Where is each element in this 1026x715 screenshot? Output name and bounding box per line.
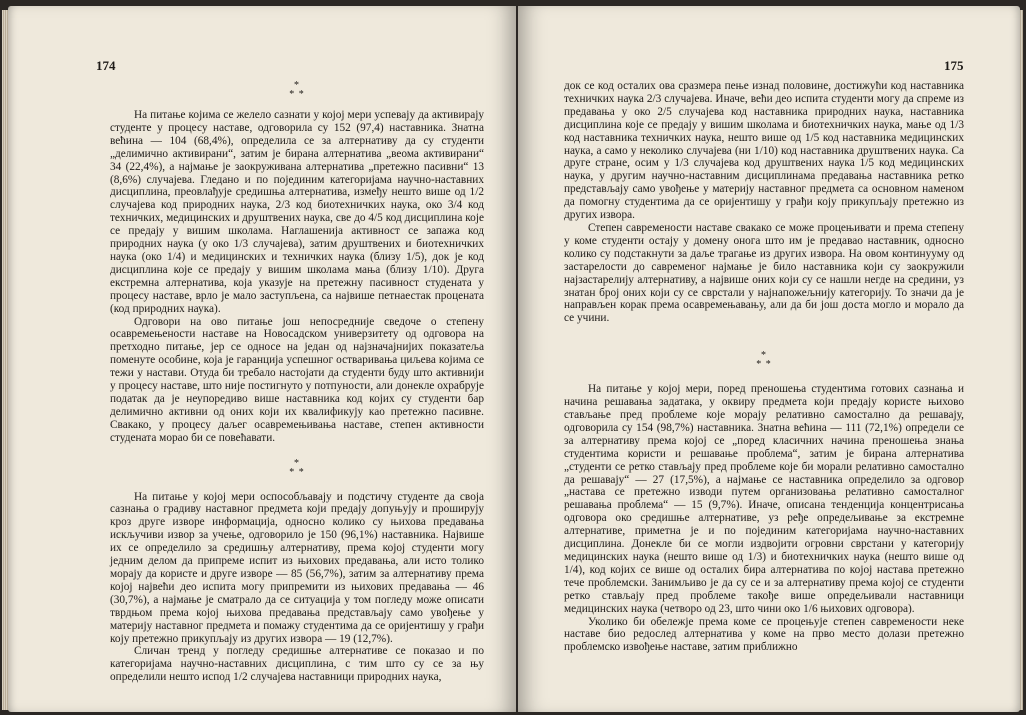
page-number: 175 [944,58,964,73]
page-body [110,80,484,684]
paragraph: док се код осталих ова сразмера пење изнад половине, достижући код наставника техничких наука 2/3 случајева. Иначе, већи део испита студенти могу да спреме из предавања у око 2/5 случајева код наставника природних наука, наставника дисциплина које се предају у вишим школама и биотехничких наука, мање од 1/3 код наставника техничких наука, нешто више од 1/5 код наставника медицинских наука, а само у неколико случајева (ни 1/10) код наставника друштвених наука. Са друге стране, осим у 1/3 случајева код друштвених наука 1/5 код медицинских наука, у другим научно-наставним дисциплинама предавања наставника ретко представљају само увођење у материју наставног предмета са основном наменом да помогну студентима да се оријентишу у грађи коју прикупљају претежно из других извора. [564,80,964,222]
section-separator: * * * [756,350,772,371]
paragraph: Степен савремености наставе свакако се може процењивати и према степену у коме студенти остају у домену онога што им је предавао наставник, односно колико су подстакнути за даље трагање из других извора. На овом континууму од застарелости до савременог најмање је било наставника који су заокружили најзастарелију алтернативу, а највише оних који су се нашли негде на средини, уз знатан број оних који су се сврстали у најнапожељнију категорију. То значи да је направљен корак према осавремењавању, али да би још доста могло и морало да се учини. [564,221,964,325]
paragraph: Одговори на ово питање још непосредније сведоче о степену осавремењености наставе на Новосадском универзитету од одговора на претходно питање, јер се односе на један од најзначајнијих показатеља поменуте особине, која је гаранција успешног остваривања циљева којима се тежи у настави. Отуда би требало настојати да студенти буду што активнији у процесу наставе, што није постигнуто у потпуности, али донекле охрабрује податак да је неупоредиво више наставника код којих су студенти бар делимично активни од оних који их квалификују као претежно пасивне. Свакако, у процесу даљег осавремењивања наставе, степен активности студената морао би се повећавати. [110,315,484,444]
paragraph: На питање којима се желело сазнати у којој мери успевају да активирају студенте у процесу наставе, одговорила су 152 (97,4) наставника. Знатна већина — 104 (68,4%), определила се за алтернативу да су студенти „делимично активирани“, затим је бирана алтернатива „веома активирани“ 34 (22,4%), а најмање је заокруживана алтернатива „претежно пасивни“ 13 (8,6%) случајева. Гледано и по појединим категоријама научно-наставних дисциплина, преовлађује средишња алтернатива, између нешто више од 1/2 случајева код природних наука, 2/3 код биотехничких наука, око 3/4 код техничких, медицинских и друштвених наука, све до 4/5 код дисциплина које се предају у вишим школама. Наглашенија активност се запажа код природних наука (у око 1/3 случајева), затим друштвених и биотехничких наука (око 1/4) и медицинских и техничких наука (близу 1/5), док је код дисциплина које се предају у вишим школама мања (близу 1/10). Друга екстремна алтернатива, која указује на претежну пасивност студената у процесу наставе, врло је мало заступљена, са највише петнаестак процената (код природних наука). [110,109,484,315]
left-page [8,6,516,712]
paragraph: Уколико би обележје према коме се процењује степен савремености неке наставе био редослед алтернатива у коме на прво место долази претежно проблемско извођење наставе, затим приближно [564,615,964,654]
paragraph: Сличан тренд у погледу средишње алтернативе се показао и по категоријама научно-наставних дисциплина, с тим што су се за њу определили нешто испод 1/2 случајева наставници природних наука, [110,645,484,684]
section-separator: * * * [289,80,305,100]
section-separator: * * * [289,457,305,478]
paragraph: На питање у којој мери, поред преношења студентима готових сазнања и начина решавања задатака, у оквиру предмета који предају користе њихово стављање пред проблеме које морају релативно самостално да решавају, одговорила су 154 (98,7%) наставника. Знатна већина — 111 (72,1%) определи се за алтернативу према којој се „поред класичних начина преношења знања студентима користи и решавање проблема“, затим је бирана алтернатива „студенти се ретко стављају пред проблеме које би морали релативно самостално да решавају“ — 27 (17,5%), а најмање се наставника определило за одговор „настава се претежно изводи путем организовања релативно самосталног решавања проблема“ — 15 (9,7%). Иначе, описана тенденција концентрисања одговора око средишње алтернативе, уз ређе опредељивање за екстремне алтернативе, приметна је и по појединим категоријама научно-наставних дисциплина. Донекле би се могли издвојити огровни сврстани у категорију медицинских наука (нешто више од 1/3) и биотехничких наука (нешто више од 1/4), код којих се више од осталих бира алтернатива по којој настава претежно тече проблемски. Занимљиво је да су се и за алтернативу према којој се студенти ретко стављају пред проблеме такође више опредељивали наставници медицинских наука (четворо од 23, што чини око 1/6 њихових одговора). [564,383,964,615]
page-body [564,80,964,654]
page-number: 174 [96,58,116,73]
right-page [518,6,1020,712]
paragraph: На питање у којој мери оспособљавају и подстичу студенте да своја сазнања о градиву наставног предмета који предају допуњују и проширују кроз друге изворе информација, односно колико су њихова предавања искључиви извор за учење, одговорило је 150 (96,1%) наставника. Највише их се определило за средишњу алтернативу, према којој студенти могу једним делом да припреме испит из њихових предавања, али исто толико морају да користе и друге изворе — 85 (56,7%), затим за алтернативу према којој највећи део испита могу припремити из њихових предавања — 46 (30,7%), а најмање је сматрало да се ситуација у том погледу може описати тврдњом према којој њихова предавања представљају само увођење у материју наставног предмета и помажу студентима да се оријентишу у грађи коју претежно прикупљају из других извора — 19 (12,7%). [110,490,484,645]
